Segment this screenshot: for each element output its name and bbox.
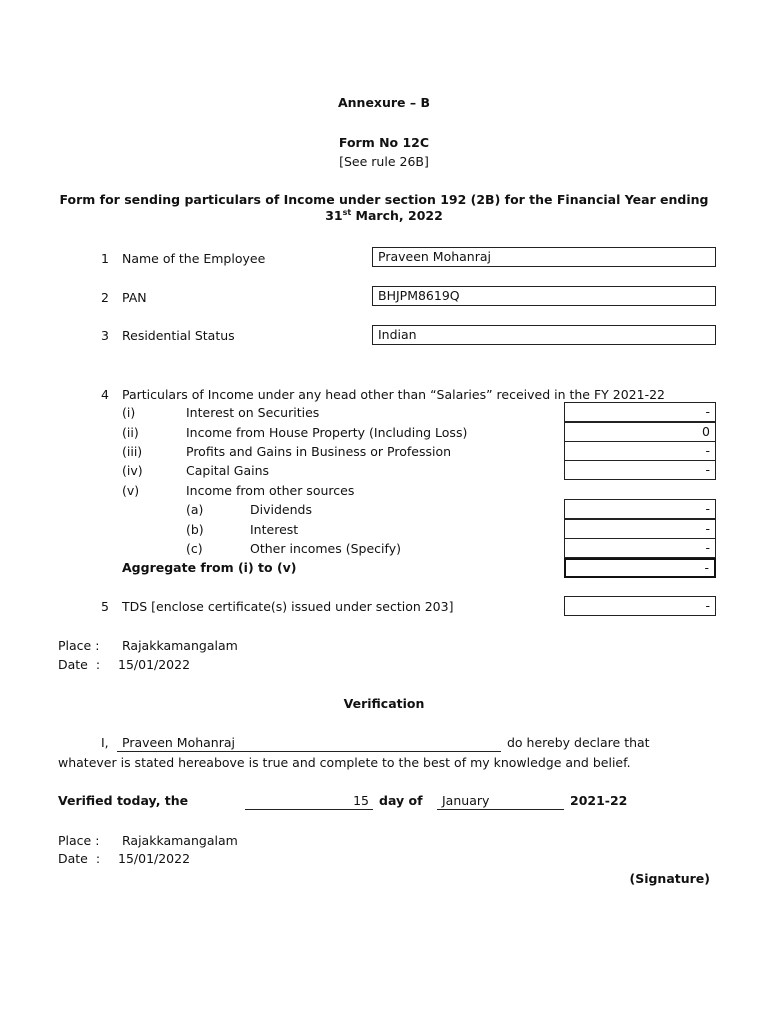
other-sources-label: Income from other sources xyxy=(186,483,355,498)
field-number: 5 xyxy=(101,599,109,614)
income-heading: Particulars of Income under any head other than “Salaries” received in the FY 2021-22 xyxy=(122,387,665,402)
business-profession-field[interactable]: - xyxy=(564,441,716,461)
form-title-line2 xyxy=(0,208,768,223)
verification-heading: Verification xyxy=(343,696,425,711)
aggregate-label: Aggregate from (i) to (v) xyxy=(122,560,297,575)
aggregate-field[interactable]: - xyxy=(564,558,716,578)
field-number: 3 xyxy=(101,328,109,343)
item-roman: (i) xyxy=(122,405,136,420)
place-value: Rajakkamangalam xyxy=(122,833,238,848)
form-number: Form No 12C xyxy=(338,135,430,150)
business-profession-label: Profits and Gains in Business or Profession xyxy=(186,444,452,459)
item-roman: (iii) xyxy=(122,444,143,459)
other-incomes-field[interactable]: - xyxy=(564,538,716,558)
date-label: Date : xyxy=(58,657,101,672)
verified-month-field[interactable]: January xyxy=(437,792,564,810)
pan-label: PAN xyxy=(122,290,147,305)
place-value: Rajakkamangalam xyxy=(122,638,238,653)
title-day: 31 xyxy=(325,208,343,224)
house-property-field[interactable]: 0 xyxy=(564,422,716,442)
employee-name-label: Name of the Employee xyxy=(122,251,266,266)
date-value: 15/01/2022 xyxy=(118,851,191,866)
field-number: 2 xyxy=(101,290,109,305)
interest-field[interactable]: - xyxy=(564,519,716,539)
capital-gains-label: Capital Gains xyxy=(186,463,270,478)
sub-item-letter: (c) xyxy=(186,541,203,556)
item-roman: (ii) xyxy=(122,425,139,440)
other-incomes-label: Other incomes (Specify) xyxy=(250,541,401,556)
place-label: Place : xyxy=(58,638,100,653)
interest-securities-label: Interest on Securities xyxy=(186,405,320,420)
residential-status-field[interactable]: Indian xyxy=(372,325,716,345)
dividends-label: Dividends xyxy=(250,502,312,517)
sub-item-letter: (b) xyxy=(186,522,204,537)
employee-name-field[interactable]: Praveen Mohanraj xyxy=(372,247,716,267)
house-property-label: Income from House Property (Including Loss) xyxy=(186,425,468,440)
declaration-text: whatever is stated hereabove is true and complete to the best of my knowledge and belief. xyxy=(58,755,631,770)
capital-gains-field[interactable]: - xyxy=(564,460,716,480)
item-roman: (iv) xyxy=(122,463,143,478)
day-of-label: day of xyxy=(379,793,423,808)
tds-label: TDS [enclose certificate(s) issued under section 203] xyxy=(122,599,454,614)
field-number: 1 xyxy=(101,251,109,266)
pan-field[interactable]: BHJPM8619Q xyxy=(372,286,716,306)
form-title-line1: Form for sending particulars of Income under section 192 (2B) for the Financial Year ending xyxy=(59,192,709,207)
interest-label: Interest xyxy=(250,522,299,537)
dividends-field[interactable]: - xyxy=(564,499,716,519)
sub-item-letter: (a) xyxy=(186,502,204,517)
signature-label: (Signature) xyxy=(629,871,710,886)
date-value: 15/01/2022 xyxy=(118,657,191,672)
interest-securities-field[interactable]: - xyxy=(564,402,716,422)
tds-field[interactable]: - xyxy=(564,596,716,616)
field-number: 4 xyxy=(101,387,109,402)
declare-text: do hereby declare that xyxy=(507,735,650,750)
rule-reference: [See rule 26B] xyxy=(339,154,429,169)
declarant-prefix: I, xyxy=(101,735,109,750)
declarant-name-field[interactable]: Praveen Mohanraj xyxy=(117,734,501,752)
verified-today-label: Verified today, the xyxy=(58,793,189,808)
title-day-suffix: st xyxy=(342,208,352,217)
annexure-title: Annexure – B xyxy=(337,95,431,110)
verified-day-field[interactable]: 15 xyxy=(245,792,373,810)
title-month-year: March, 2022 xyxy=(351,208,443,224)
verified-year: 2021-22 xyxy=(570,793,628,808)
date-label: Date : xyxy=(58,851,101,866)
item-roman: (v) xyxy=(122,483,140,498)
place-label: Place : xyxy=(58,833,100,848)
residential-status-label: Residential Status xyxy=(122,328,235,343)
